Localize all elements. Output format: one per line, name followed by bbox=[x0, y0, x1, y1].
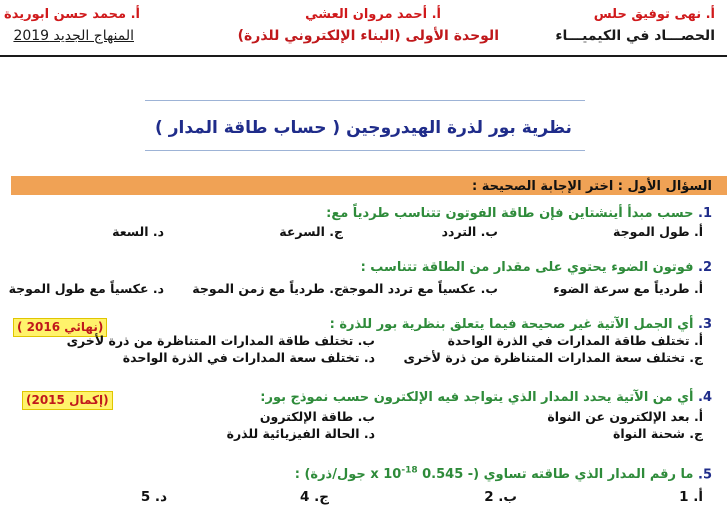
question-text: أي الجمل الآتية غير صحيحة فيما يتعلق بنظرية بور للذرة : bbox=[329, 317, 694, 332]
header-divider bbox=[0, 55, 727, 57]
question-text: فوتون الضوء يحتوي على مقدار من الطاقة تتناسب : bbox=[360, 260, 694, 275]
q1-option-c[interactable]: ج. السرعة bbox=[279, 224, 343, 239]
curriculum-label: المنهاج الجديد 2019 bbox=[13, 28, 134, 44]
question-number: 2. bbox=[698, 260, 712, 275]
exam-year-badge: (نهائي 2016 ) bbox=[13, 318, 107, 337]
book-title: الحصـــاد في الكيميـــاء bbox=[555, 28, 715, 44]
q1-option-a[interactable]: أ. طول الموجة bbox=[613, 224, 703, 239]
question-5 bbox=[295, 466, 712, 482]
question-3 bbox=[330, 317, 712, 332]
question-text-prefix: ما رقم المدار الذي طاقته تساوي (- 0.545 x 10 bbox=[370, 467, 694, 483]
q4-option-a[interactable]: أ. بعد الإلكترون عن النواة bbox=[547, 409, 703, 424]
q1-option-d[interactable]: د. السعة bbox=[112, 224, 164, 239]
q2-option-a[interactable]: أ. طردياً مع سرعة الضوء bbox=[553, 281, 703, 296]
author-3: أ. محمد حسن ابوريدة bbox=[4, 7, 140, 22]
unit-title: الوحدة الأولى (البناء الإلكتروني للذرة) bbox=[237, 28, 499, 44]
title-top-rule bbox=[145, 100, 585, 101]
question-number: 5. bbox=[698, 467, 712, 483]
q3-option-a[interactable]: أ. تختلف طاقة المدارات في الذرة الواحدة bbox=[447, 333, 703, 348]
q4-option-c[interactable]: ج. شحنة النواة bbox=[612, 426, 703, 441]
question-1 bbox=[326, 206, 712, 221]
exam-year-badge: (إكمال 2015) bbox=[22, 391, 113, 410]
q3-option-b[interactable]: ب. تختلف طاقة المدارات المتناظرة من ذرة لأخرى bbox=[66, 333, 375, 348]
question-text-suffix: جول/ذرة) : bbox=[294, 467, 366, 483]
q2-option-b[interactable]: ب. عكسياً مع تردد الموجة bbox=[341, 281, 498, 296]
q5-option-c[interactable]: ج. 4 bbox=[300, 489, 329, 505]
q5-option-d[interactable]: د. 5 bbox=[140, 489, 167, 505]
q4-option-d[interactable]: د. الحالة الفيزيائية للذرة bbox=[226, 426, 375, 441]
author-1: أ. نهى توفيق حلس bbox=[593, 7, 715, 22]
question-text: أي من الآتية يحدد المدار الذي يتواجد فيه الإلكترون حسب نموذج بور: bbox=[260, 390, 694, 405]
q5-option-a[interactable]: أ. 1 bbox=[679, 489, 703, 505]
section-label: السؤال الأول : اختر الإجابة الصحيحة : bbox=[472, 179, 712, 194]
author-2: أ. أحمد مروان العشي bbox=[305, 7, 441, 22]
q1-option-b[interactable]: ب. التردد bbox=[441, 224, 498, 239]
question-text bbox=[295, 467, 694, 482]
q2-option-d[interactable]: د. عكسياً مع طول الموجة bbox=[8, 281, 164, 296]
q3-option-c[interactable]: ج. تختلف سعة المدارات المتناظرة من ذرة لأخرى bbox=[403, 350, 703, 365]
question-number: 3. bbox=[698, 317, 712, 332]
q3-option-d[interactable]: د. تختلف سعة المدارات في الذرة الواحدة bbox=[122, 350, 375, 365]
question-number: 4. bbox=[698, 390, 712, 405]
question-4 bbox=[260, 390, 712, 405]
q2-option-c[interactable]: ج. طردياً مع زمن الموجة bbox=[192, 281, 343, 296]
lesson-title: نظرية بور لذرة الهيدروجين ( حساب طاقة المدار ) bbox=[155, 118, 572, 138]
question-number: 1. bbox=[698, 206, 712, 221]
q5-option-b[interactable]: ب. 2 bbox=[484, 489, 517, 505]
title-bottom-rule bbox=[145, 150, 585, 151]
question-text: حسب مبدأ أينشتاين فإن طاقة الفوتون تتناسب طردياً مع: bbox=[326, 206, 694, 221]
question-2 bbox=[361, 260, 712, 275]
exponent: -18 bbox=[401, 466, 418, 476]
q4-option-b[interactable]: ب. طاقة الإلكترون bbox=[259, 409, 375, 424]
